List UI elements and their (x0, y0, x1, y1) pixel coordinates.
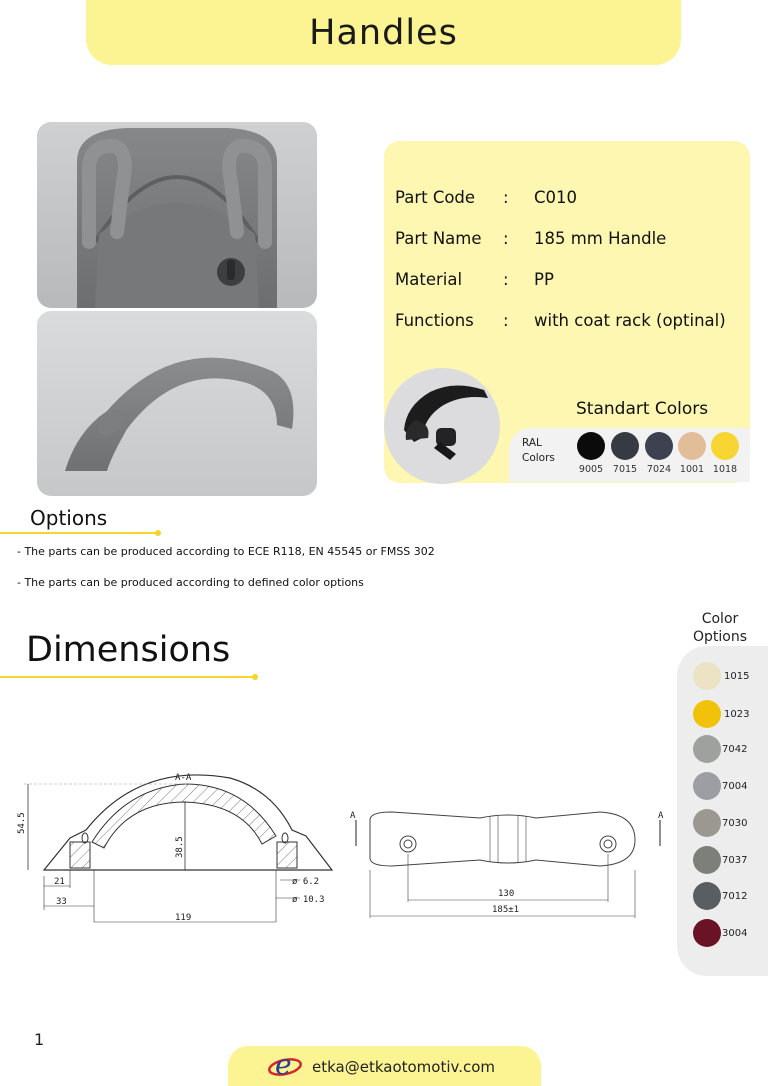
swatch-7015 (611, 432, 639, 460)
option-code: 7030 (722, 818, 748, 829)
contact-email[interactable]: etka@etkaotomotiv.com (312, 1058, 496, 1076)
color-options-title (680, 610, 760, 646)
part-code-value: C010 (534, 188, 578, 207)
options-underline-dot (155, 530, 161, 536)
product-photo-handle (37, 311, 317, 496)
coat-rack-image (384, 368, 500, 484)
options-bullet: - The parts can be produced according to ECE R118, EN 45545 or FMSS 302 (17, 545, 435, 558)
product-photo-handle-image (37, 311, 317, 496)
section-drawing (10, 770, 340, 930)
part-name-value: 185 mm Handle (534, 229, 667, 248)
swatch-code: 7015 (612, 464, 638, 475)
dim-119: 119 (175, 913, 192, 923)
page-title: Handles (309, 12, 458, 53)
option-code: 7004 (722, 781, 748, 792)
separator: : (503, 229, 509, 248)
option-swatch-7037 (693, 846, 721, 874)
dim-d103: ø 10.3 (292, 895, 325, 905)
option-code: 7042 (722, 744, 748, 755)
option-code: 7012 (722, 891, 748, 902)
swatch-code: 1001 (679, 464, 705, 475)
part-name-label: Part Name (395, 229, 482, 248)
option-swatch-7012 (693, 882, 721, 910)
dimensions-title: Dimensions (26, 630, 231, 670)
swatch-1001 (678, 432, 706, 460)
options-bullet: - The parts can be produced according to defined color options (17, 576, 364, 589)
dimensions-underline-dot (252, 674, 258, 680)
ral-label-line1: RAL (522, 437, 542, 449)
standard-colors-title: Standart Colors (576, 399, 709, 419)
page-number: 1 (34, 1030, 45, 1049)
dimensions-underline (0, 676, 255, 678)
option-swatch-1015 (693, 662, 721, 690)
option-swatch-3004 (693, 919, 721, 947)
separator: : (503, 270, 509, 289)
option-swatch-7042 (693, 735, 721, 763)
part-code-label: Part Code (395, 188, 476, 207)
material-label: Material (395, 270, 463, 289)
functions-value: with coat rack (optinal) (534, 311, 726, 330)
cut-label-right: A (658, 811, 664, 821)
company-logo (266, 1049, 304, 1081)
separator: : (503, 311, 509, 330)
product-photo-top-image (37, 122, 317, 308)
dim-33: 33 (56, 897, 67, 907)
svg-text:e: e (275, 1049, 292, 1081)
swatch-code: 1018 (712, 464, 738, 475)
option-swatch-1023 (693, 700, 721, 728)
cut-label-left: A (350, 811, 356, 821)
color-options-title-line2: Options (692, 629, 748, 645)
section-label: A-A (175, 773, 192, 783)
dim-inner-height: 38.5 (175, 836, 185, 858)
color-options-title-line1: Color (701, 611, 739, 627)
material-value: PP (534, 270, 554, 289)
coat-rack-photo (384, 368, 500, 484)
dim-d62: ø 6.2 (292, 877, 320, 887)
options-underline (0, 532, 158, 534)
ral-colors-label (522, 436, 555, 466)
dim-185: 185±1 (492, 905, 520, 915)
functions-label: Functions (395, 311, 474, 330)
dim-21: 21 (54, 877, 65, 887)
options-title: Options (30, 506, 108, 530)
swatch-code: 7024 (646, 464, 672, 475)
option-swatch-7030 (693, 809, 721, 837)
title-banner (86, 0, 681, 65)
swatch-9005 (577, 432, 605, 460)
swatch-1018 (711, 432, 739, 460)
swatch-7024 (645, 432, 673, 460)
swatch-code: 9005 (578, 464, 604, 475)
top-view-drawing (340, 790, 675, 925)
separator: : (503, 188, 509, 207)
product-photo-top (37, 122, 317, 308)
color-options-panel (677, 646, 768, 976)
option-code: 3004 (722, 928, 748, 939)
option-code: 1023 (724, 709, 750, 720)
option-swatch-7004 (693, 772, 721, 800)
option-code: 1015 (724, 671, 750, 682)
dim-130: 130 (498, 889, 515, 899)
ral-label-line2: Colors (522, 452, 555, 464)
dim-height: 54.5 (17, 812, 27, 834)
option-code: 7037 (722, 855, 748, 866)
